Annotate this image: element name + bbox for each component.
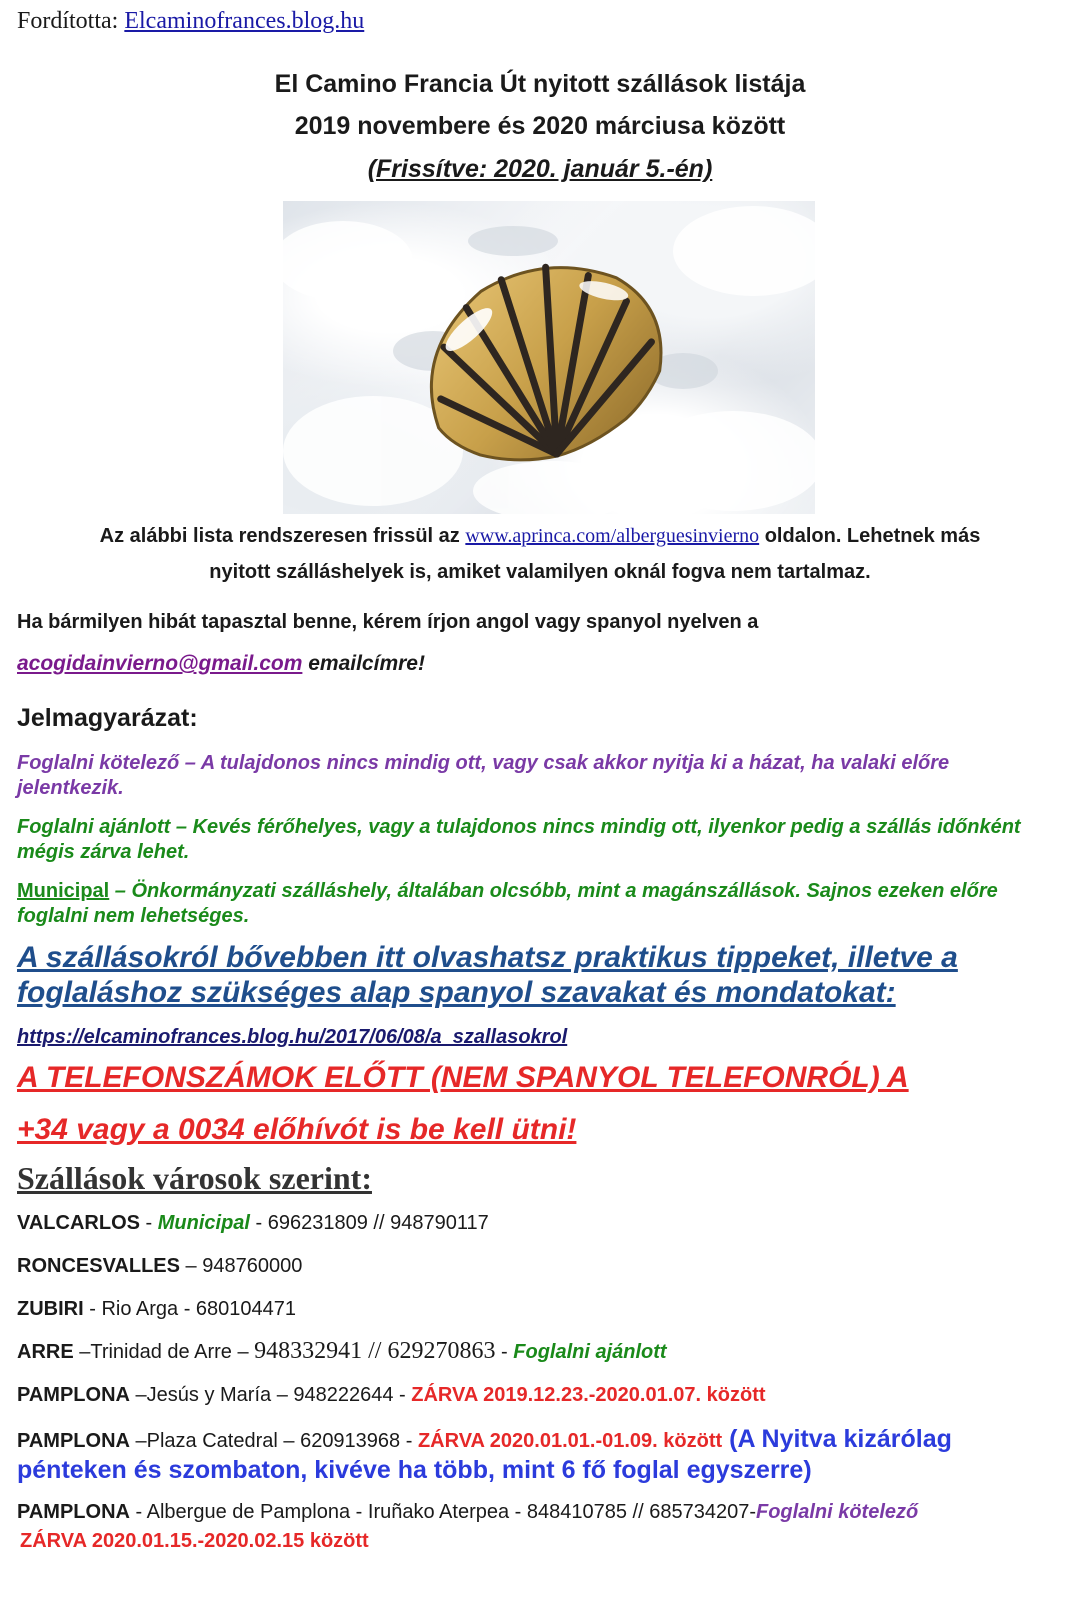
scallop-shell-image bbox=[283, 201, 815, 514]
legend-item-booking-required: Foglalni kötelező – A tulajdonos nincs mindig ott, vagy csak akkor nyitja ki a házat, ha valaki előre jelentkezik. bbox=[17, 752, 950, 799]
city-name: PAMPLONA bbox=[17, 1430, 130, 1452]
booking-recommended-tag: Foglalni ajánlott bbox=[513, 1341, 667, 1363]
email-link[interactable]: acogidainvierno@gmail.com bbox=[17, 652, 303, 675]
city-name: PAMPLONA bbox=[17, 1501, 130, 1523]
translator-credit bbox=[17, 8, 364, 35]
opening-note-continued: pénteken és szombaton, kivéve ha több, mint 6 fő foglal egyszerre) bbox=[17, 1456, 812, 1484]
city-name: ZUBIRI bbox=[17, 1298, 84, 1320]
intro-text-after: oldalon. Lehetnek más bbox=[759, 525, 981, 547]
city-name: RONCESVALLES bbox=[17, 1255, 180, 1277]
update-date: (Frissítve: 2020. január 5.-én) bbox=[367, 155, 713, 183]
hostel-name: –Trinidad de Arre – bbox=[73, 1341, 255, 1363]
error-report-email-line bbox=[17, 652, 425, 676]
phone-numbers: - 696231809 // 948790117 bbox=[249, 1212, 489, 1234]
phone-numbers: 948332941 // 629270863 bbox=[254, 1338, 496, 1364]
closed-notice: ZÁRVA 2020.01.15.-2020.02.15 között bbox=[20, 1530, 369, 1552]
municipal-tag: Municipal bbox=[157, 1212, 250, 1234]
hostel-details: –Plaza Catedral – 620913968 - bbox=[129, 1430, 418, 1452]
error-report-text: Ha bármilyen hibát tapasztal benne, kérem írjon angol vagy spanyol nyelven a bbox=[17, 611, 759, 633]
closed-notice: ZÁRVA 2019.12.23.-2020.01.07. között bbox=[411, 1384, 766, 1406]
scallop-shell-icon bbox=[283, 201, 815, 514]
phone-numbers: – 948760000 bbox=[179, 1255, 303, 1277]
translator-link[interactable]: Elcaminofrances.blog.hu bbox=[124, 8, 365, 34]
cities-heading: Szállások városok szerint: bbox=[17, 1160, 372, 1196]
list-item bbox=[17, 1298, 296, 1321]
legend-heading: Jelmagyarázat: bbox=[17, 704, 198, 732]
legend-item-booking-recommended: Foglalni ajánlott – Kevés férőhelyes, vagy a tulajdonos nincs mindig ott, ilyenkor pedig a szállás időnként mégis zárva lehet. bbox=[17, 816, 1021, 863]
hostel-details: - Albergue de Pamplona - Iruñako Aterpea - 848410785 // 685734207- bbox=[129, 1501, 756, 1523]
closed-notice: ZÁRVA 2020.01.01.-01.09. között bbox=[417, 1430, 723, 1452]
opening-note: (A Nyitva kizárólag bbox=[722, 1425, 952, 1453]
list-item bbox=[17, 1501, 918, 1524]
intro-text-before: Az alábbi lista rendszeresen frissül az bbox=[99, 525, 466, 547]
list-item: ARRE –Trinidad de Arre – 948332941 // 629270863 - Foglalni ajánlott bbox=[17, 1338, 667, 1364]
hostel-details: - Rio Arga - 680104471 bbox=[83, 1298, 297, 1320]
list-item: VALCARLOS - Municipal - 696231809 // 948790117 bbox=[17, 1212, 489, 1234]
list-item bbox=[17, 1384, 766, 1407]
phone-warning-line-1: A TELEFONSZÁMOK ELŐTT (NEM SPANYOL TELEFONRÓL) A bbox=[17, 1061, 909, 1094]
page-title: El Camino Francia Út nyitott szállások listája bbox=[274, 70, 806, 98]
municipal-term[interactable]: Municipal bbox=[17, 880, 110, 902]
hostel-details: –Jesús y María – 948222644 - bbox=[129, 1384, 412, 1406]
list-item bbox=[17, 1425, 952, 1454]
city-name: ARRE bbox=[17, 1341, 74, 1363]
aprinca-link[interactable]: www.aprinca.com/alberguesinvierno bbox=[465, 525, 760, 547]
page-subtitle: 2019 novembere és 2020 márciusa között bbox=[294, 112, 786, 140]
intro-line-1 bbox=[0, 525, 1080, 548]
legend-item-municipal bbox=[17, 879, 1057, 929]
blog-article-link[interactable]: https://elcaminofrances.blog.hu/2017/06/08/a_szallasokrol bbox=[17, 1026, 568, 1048]
translator-label: Fordította: bbox=[17, 8, 119, 34]
more-info-link[interactable]: A szállásokról bővebben itt olvashatsz praktikus tippeket, illetve a foglaláshoz szükséges alap spanyol szavakat és mondatokat: bbox=[17, 941, 958, 1009]
intro-line-2: nyitott szálláshelyek is, amiket valamilyen oknál fogva nem tartalmaz. bbox=[209, 561, 871, 583]
city-name: VALCARLOS bbox=[17, 1212, 140, 1234]
city-name: PAMPLONA bbox=[17, 1384, 130, 1406]
email-suffix: emailcímre! bbox=[302, 652, 425, 675]
phone-warning-line-2: +34 vagy a 0034 előhívót is be kell ütni! bbox=[17, 1113, 577, 1146]
list-item bbox=[17, 1255, 302, 1278]
booking-required-tag: Foglalni kötelező bbox=[755, 1501, 919, 1523]
municipal-description: – Önkormányzati szálláshely, általában olcsóbb, mint a magánszállások. Sajnos ezeken előre foglalni nem lehetséges. bbox=[17, 880, 998, 927]
